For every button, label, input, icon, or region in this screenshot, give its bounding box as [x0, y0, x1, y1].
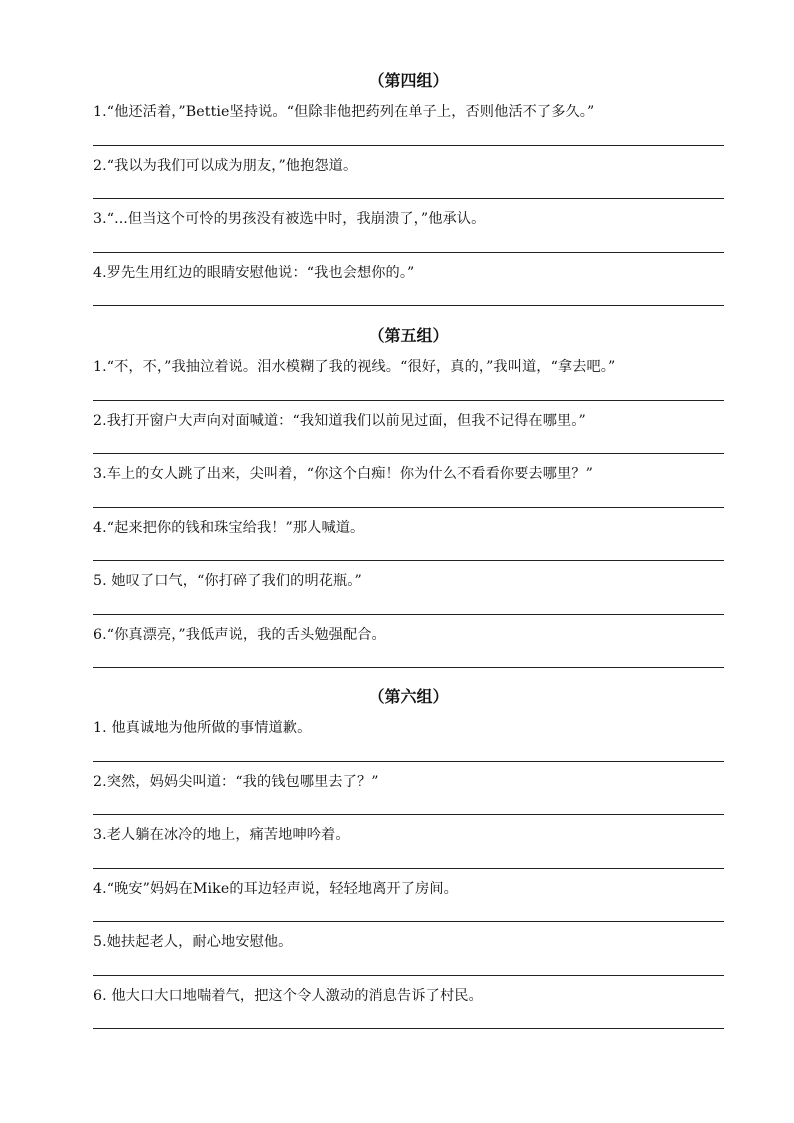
- sentence-text: 4.“晚安”妈妈在Mike的耳边轻声说，轻轻地离开了房间。: [93, 880, 458, 897]
- sentence-text: 5.她扶起老人，耐心地安慰他。: [93, 934, 293, 950]
- answer-line[interactable]: [93, 975, 724, 976]
- answer-line[interactable]: [93, 921, 724, 922]
- group-title: （第五组）: [368, 326, 449, 345]
- answer-line[interactable]: [93, 667, 724, 668]
- sentence-text: 1.“他还活着，”Bettie坚持说。“但除非他把药列在单子上，否则他活不了多久。”: [93, 104, 595, 120]
- sentence-text: 4.“起来把你的钱和珠宝给我！”那人喊道。: [93, 519, 365, 536]
- answer-line[interactable]: [93, 507, 724, 508]
- sentence-text: 4.罗先生用红边的眼睛安慰他说：“我也会想你的。”: [93, 264, 415, 281]
- answer-line[interactable]: [93, 453, 724, 454]
- answer-line[interactable]: [93, 145, 724, 146]
- list-item: [93, 458, 724, 512]
- answer-line[interactable]: [93, 814, 724, 815]
- group-5: [93, 323, 724, 672]
- list-item: [93, 257, 724, 311]
- sentence-text: 2.我打开窗户大声向对面喊道：“我知道我们以前见过面，但我不记得在哪里。”: [93, 412, 586, 429]
- list-item: [93, 96, 724, 150]
- list-item: [93, 565, 724, 619]
- answer-line[interactable]: [93, 252, 724, 253]
- sentence-text: 2.“我以为我们可以成为朋友，”他抱怨道。: [93, 157, 358, 174]
- list-item: [93, 873, 724, 927]
- sentence-text: 5. 她叹了口气，“你打碎了我们的明花瓶。”: [93, 573, 362, 589]
- group-title: （第四组）: [368, 71, 449, 90]
- answer-line[interactable]: [93, 560, 724, 561]
- list-item: [93, 980, 724, 1034]
- list-item: [93, 512, 724, 566]
- sentence-text: 3.“...但当这个可怜的男孩没有被选中时，我崩溃了，”他承认。: [93, 211, 486, 227]
- list-item: [93, 619, 724, 673]
- answer-line[interactable]: [93, 761, 724, 762]
- sentence-text: 3.车上的女人跳了出来，尖叫着，“你这个白痴！你为什么不看看你要去哪里？”: [93, 466, 593, 482]
- group-title: （第六组）: [368, 687, 449, 706]
- sentence-text: 6.“你真漂亮，”我低声说，我的舌头勉强配合。: [93, 626, 386, 643]
- sentence-text: 6. 他大口大口地喘着气，把这个令人激动的消息告诉了村民。: [93, 987, 483, 1004]
- sentence-text: 2.突然，妈妈尖叫道：“我的钱包哪里去了？”: [93, 773, 379, 790]
- answer-line[interactable]: [93, 400, 724, 401]
- list-item: [93, 351, 724, 405]
- answer-line[interactable]: [93, 198, 724, 199]
- answer-line[interactable]: [93, 305, 724, 306]
- group-6: [93, 684, 724, 1033]
- answer-line[interactable]: [93, 868, 724, 869]
- list-item: [93, 926, 724, 980]
- answer-line[interactable]: [93, 1028, 724, 1029]
- list-item: [93, 766, 724, 820]
- list-item: [93, 405, 724, 459]
- sentence-text: 1. 他真诚地为他所做的事情道歉。: [93, 720, 312, 736]
- list-item: [93, 819, 724, 873]
- list-item: [93, 203, 724, 257]
- sentence-text: 1.“不，不，”我抽泣着说。泪水模糊了我的视线。“很好，真的，”我叫道，“拿去吧。”: [93, 359, 616, 375]
- list-item: [93, 150, 724, 204]
- sentence-text: 3.老人躺在冰冷的地上，痛苦地呻吟着。: [93, 827, 350, 843]
- list-item: [93, 712, 724, 766]
- group-4: [93, 68, 724, 310]
- answer-line[interactable]: [93, 614, 724, 615]
